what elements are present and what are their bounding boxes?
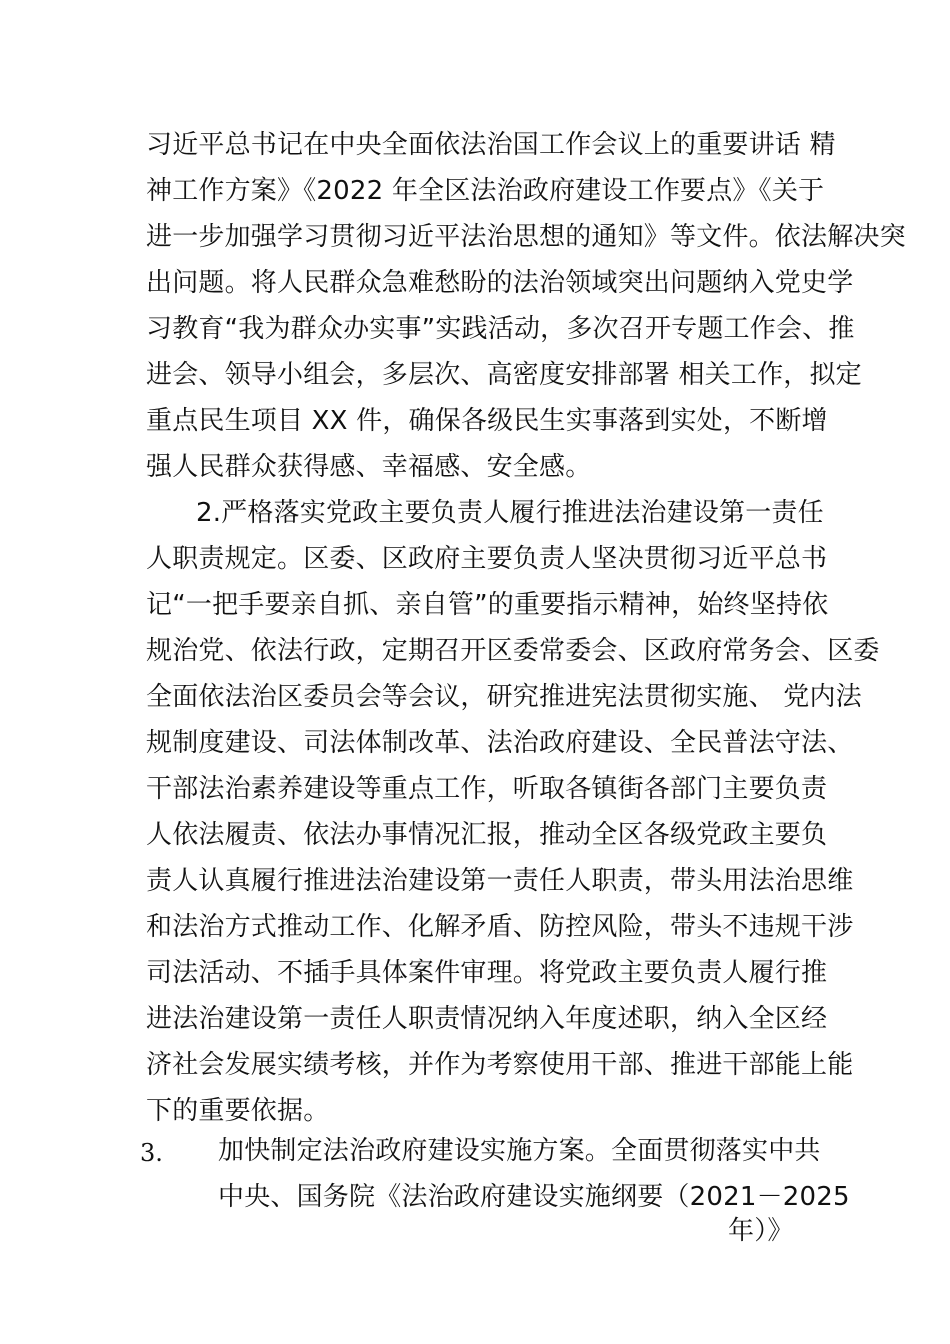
item-3-line-3: 年）》 (728, 1216, 794, 1246)
text-line-14: 规制度建设、司法体制改革、法治政府建设、全民普法守法、 (146, 728, 854, 758)
text-line-18: 和法治方式推动工作、化解矛盾、防控风险，带头不违规干涉 (146, 912, 854, 942)
text-line-16: 人依法履责、依法办事情况汇报，推动全区各级党政主要负 (146, 820, 828, 850)
text-line-22: 下的重要依据。 (146, 1096, 330, 1126)
text-line-6: 进会、领导小组会，多层次、高密度安排部署 相关工作，拟定 (146, 360, 862, 390)
text-line-19: 司法活动、不插手具体案件审理。将党政主要负责人履行推 (146, 958, 828, 988)
text-line-15: 干部法治素养建设等重点工作，听取各镇街各部门主要负责 (146, 774, 828, 804)
text-line-12: 规治党、依法行政，定期召开区委常委会、区政府常务会、区委 (146, 636, 880, 666)
paragraph-2-first-line: 2.严格落实党政主要负责人履行推进法治建设第一责任 (196, 498, 824, 528)
text-line-11: 记“一把手要亲自抓、亲自管”的重要指示精神，始终坚持依 (146, 590, 829, 620)
text-line-3: 进一步加强学习贯彻习近平法治思想的通知》等文件。依法解决突 (146, 222, 906, 252)
text-line-13: 全面依法治区委员会等会议，研究推进宪法贯彻实施、 党内法 (146, 682, 862, 712)
text-line-7: 重点民生项目 XX 件，确保各级民生实事落到实处，不断增 (146, 406, 828, 436)
text-line-1: 习近平总书记在中央全面依法治国工作会议上的重要讲话 精 (146, 130, 836, 160)
text-line-21: 济社会发展实绩考核，并作为考察使用干部、推进干部能上能 (146, 1050, 854, 1080)
item-3-line-2: 中央、国务院《法治政府建设实施纲要（2021－2025 (218, 1182, 850, 1212)
text-line-17: 责人认真履行推进法治建设第一责任人职责，带头用法治思维 (146, 866, 854, 896)
text-line-8: 强人民群众获得感、幸福感、安全感。 (146, 452, 592, 482)
text-line-4: 出问题。将人民群众急难愁盼的法治领域突出问题纳入党史学 (146, 268, 854, 298)
item-3-line-1: 加快制定法治政府建设实施方案。全面贯彻落实中共 (218, 1136, 821, 1166)
text-line-20: 进法治建设第一责任人职责情况纳入年度述职，纳入全区经 (146, 1004, 828, 1034)
text-line-10: 人职责规定。区委、区政府主要负责人坚决贯彻习近平总书 (146, 544, 828, 574)
item-3-number: 3. (140, 1139, 163, 1167)
text-line-5: 习教育“我为群众办实事”实践活动，多次召开专题工作会、推 (146, 314, 855, 344)
text-line-2: 神工作方案》《2022 年全区法治政府建设工作要点》《关于 (146, 176, 825, 206)
